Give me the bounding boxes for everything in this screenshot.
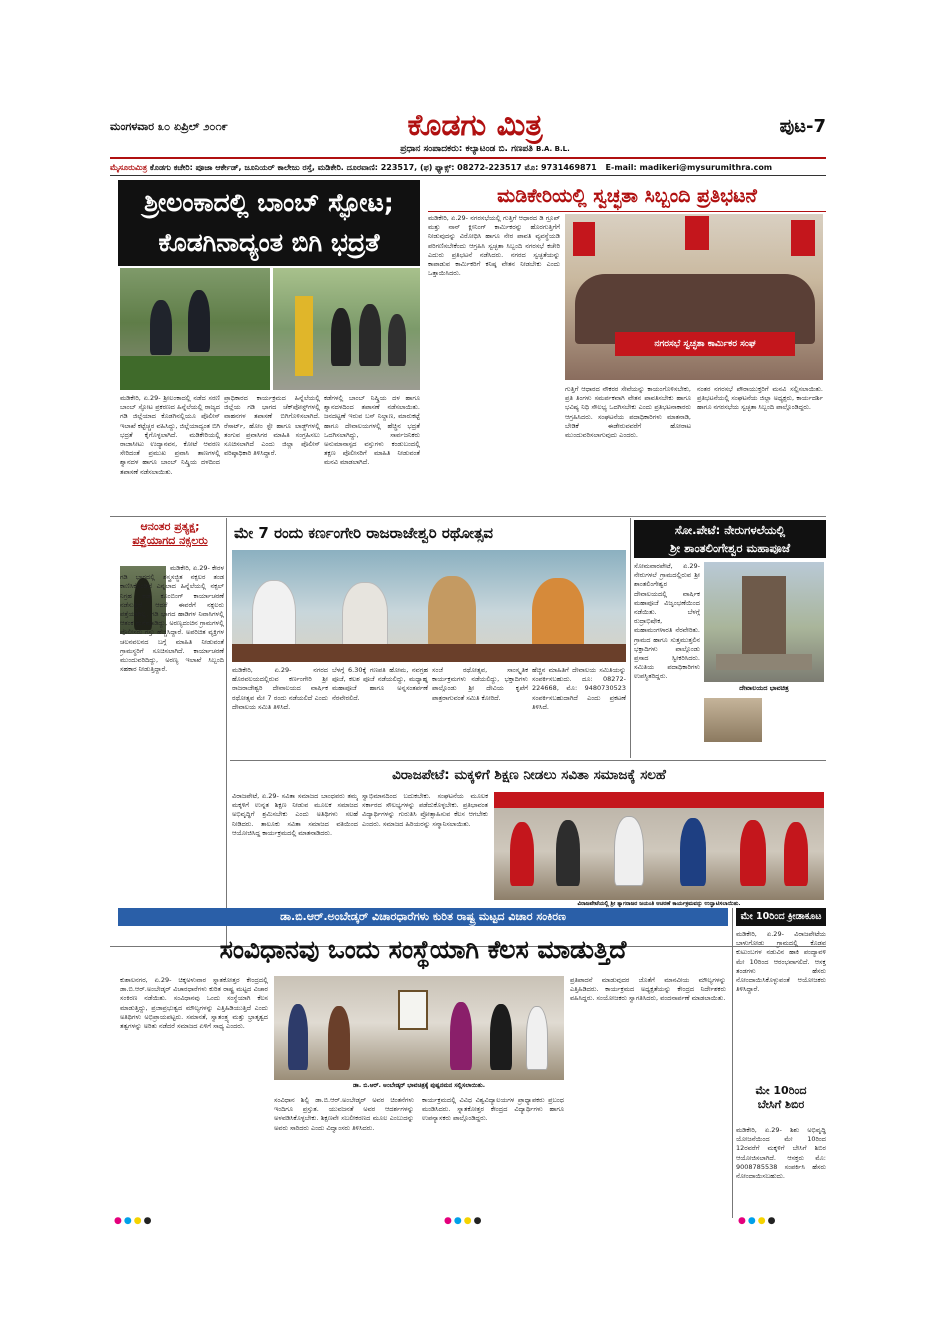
story2-col3: ನಂತರ ನಗರಸಭೆ ಪೌರಾಯುಕ್ತರಿಗೆ ಮನವಿ ಸಲ್ಲಿಸಲಾಯಿತು. ಪ್ರತಿಭಟನೆಯಲ್ಲಿ ಸಂಘಟನೆಯ ಜಿಲ್ಲಾ ಅಧ್ಯಕ್ಷರು, ಕಾರ್ಯದರ್ಶಿ ಹಾಗೂ ನಗರಸಭೆಯ ಸ್ವಚ್ಛತಾ ಸಿಬ್ಬಂದಿ ಪಾಲ್ಗೊಂಡಿದ್ದರು. (697, 385, 823, 412)
story5-headline-b: ಶ್ರೀ ಶಾಂತಲಿಂಗೇಶ್ವರ ಮಹಾಪೂಜೆ (669, 541, 791, 555)
story1-headline (118, 180, 420, 266)
story6-col1: ವಿರಾಜಪೇಟೆ, ಏ.29- ಸವಿತಾ ಸಮಾಜದ ಬಾಂಧವರು ತಮ್ಮ ಮಕ್ಕಳಿಗೆ ಉನ್ನತ ಶಿಕ್ಷಣ ನೀಡುವ ಮೂಲಕ ಸಮಾಜದ ಅಭಿವೃದ್ಧಿಗೆ ಶ್ರಮಿಸಬೇಕು ಎಂದು ಅತಿಥಿಗಳು ಸಲಹೆ ನೀಡಿದರು. ತಾಲೂಕು ಸವಿತಾ ಸಮಾಜದ ವತಿಯಿಂದ ಆಯೋಜಿಸಿದ್ದ ಕಾರ್ಯಕ್ರಮದಲ್ಲಿ ಮಾತನಾಡಿದರು. (232, 792, 358, 837)
guest (680, 818, 706, 886)
page-number: ಪುಟ-7 (779, 116, 826, 137)
attendee (288, 1004, 308, 1070)
editor-degree: B.A. B.L. (536, 145, 570, 153)
story4-col4-visible: ಹೆಚ್ಚಿನ ಮಾಹಿತಿಗೆ ದೇವಾಲಯ ಸಮಿತಿಯನ್ನು ಸಂಪರ್ಕಿಸಬಹುದು. ದೂ: 08272-224668, ಮೊ: 9480730523 ಸಂಪರ್ಕಿಸಬಹುದಾಗಿದೆ ಎಂದು ಪ್ರಕಟಣೆ ತಿಳಿಸಿದೆ. (532, 666, 626, 711)
section-rule (110, 516, 826, 517)
protest-flag (685, 216, 709, 250)
story3-headline-b: ಪತ್ತೆಯಾಗದ ನಕ್ಸಲರು (132, 534, 208, 547)
story7-col2: ಸಂವಿಧಾನ ಶಿಲ್ಪಿ ಡಾ.ಬಿ.ಆರ್.ಅಂಬೇಡ್ಕರ್ ಅವರ ಚಿಂತನೆಗಳು ಇಂದಿಗೂ ಪ್ರಸ್ತುತ. ಯುವಜನತೆ ಅವರ ಆದರ್ಶಗಳನ್ನು ಅಳವಡಿಸಿಕೊಳ್ಳಬೇಕು. ಶಿಕ್ಷಣವೇ ಸಬಲೀಕರಣದ ಮೂಲ ಎಂಬುದನ್ನು ಅವರು ಸಾರಿದರು ಎಂದು ವಿದ್ವಾಂಸರು ತಿಳಿಸಿದರು. (274, 1096, 414, 1132)
story4-photo (232, 550, 626, 662)
guest (784, 822, 808, 886)
story7-photo (274, 976, 564, 1080)
story8-body: ಮಡಿಕೇರಿ, ಏ.29- ವಿರಾಜಪೇಟೆಯ ಬಾಳುಗೋಡು ಗ್ರಾಮದಲ್ಲಿ ಕೊಡವ ಕುಟುಂಬಗಳ ನಡುವಿನ ಹಾಕಿ ಪಂದ್ಯಾವಳಿ ಮೇ 10ರಿಂದ ಆರಂಭವಾಗಲಿದೆ. ಆಸಕ್ತ ತಂಡಗಳು ಹೆಸರು ನೋಂದಾಯಿಸಿಕೊಳ್ಳುವಂತೆ ಆಯೋಜಕರು ತಿಳಿಸಿದ್ದಾರೆ. (736, 930, 826, 994)
dignitary (252, 580, 296, 650)
stage-canopy (494, 792, 824, 808)
publisher-name: ಮೈಸೂರುಮಿತ್ರ (110, 163, 148, 172)
story4-col3: ಸಂಜೆ ರಥೋತ್ಸವ, ಸಾಂಸ್ಕೃತಿಕ ಕಾರ್ಯಕ್ರಮಗಳು ನಡೆಯಲಿದ್ದು, ಭಕ್ತಾದಿಗಳು ಪಾಲ್ಗೊಂಡು ಶ್ರೀ ದೇವಿಯ ಕೃಪೆಗೆ ಪಾತ್ರರಾಗುವಂತೆ ಸಮಿತಿ ಕೋರಿದೆ. (432, 666, 528, 702)
story5-photo-small (704, 698, 762, 742)
guest (510, 822, 534, 886)
attendee (450, 1002, 472, 1070)
protest-banner-text: ನಗರಸಭೆ ಸ್ವಚ್ಛತಾ ಕಾರ್ಮಿಕರ ಸಂಘ (654, 339, 756, 349)
story8-headline: ಮೇ 10ರಿಂದ ಕ್ರೀಡಾಕೂಟ (736, 908, 826, 926)
photo-figure (188, 290, 210, 352)
photo-figure (331, 308, 351, 366)
story9-headline (736, 1084, 826, 1124)
story1-headline-line2: ಕೊಡಗಿನಾದ್ಯಂತ ಬಿಗಿ ಭದ್ರತೆ (158, 228, 380, 257)
registration-marks: ●●●● (738, 1216, 778, 1226)
story7-caption: ಡಾ. ಬಿ.ಆರ್. ಅಂಬೇಡ್ಕರ್ ಭಾವಚಿತ್ರಕ್ಕೆ ಪುಷ್ಪನಮನ ಸಲ್ಲಿಸಲಾಯಿತು. (352, 1082, 486, 1089)
story6-headline: ವಿರಾಜಪೇಟೆ: ಮಕ್ಕಳಿಗೆ ಶಿಕ್ಷಣ ನೀಡಲು ಸವಿತಾ ಸಮಾಜಕ್ಕೆ ಸಲಹೆ (232, 764, 826, 786)
temple-steps (716, 654, 812, 670)
office-address: ಕೊಡಗು ಕಚೇರಿ: ಪೂಜಾ ಆರ್ಕೇಡ್, ಜೂನಿಯರ್ ಕಾಲೇಜು ರಸ್ತೆ, ಮಡಿಕೇರಿ. ದೂರವಾಣಿ: 223517, (ಫ) ಫ್ಯಾಕ್ಸ್: 08272-223517 ಮೊ: 9731469871 (149, 163, 597, 172)
story4-headline: ಮೇ 7 ರಂದು ಕರ್ಣಂಗೇರಿ ರಾಜರಾಜೇಶ್ವರಿ ರಥೋತ್ಸವ (230, 520, 628, 546)
registration-marks: ●●●● (114, 1216, 154, 1226)
story4-col2: ಬೆಳಗ್ಗೆ 6.30ಕ್ಕೆ ಗಣಪತಿ ಹೋಮ, ನವಗ್ರಹ ಪೂಜೆ, ಕಲಶ ಪೂಜೆ ನಡೆಯಲಿದ್ದು, ಮಧ್ಯಾಹ್ನ ಮಹಾಪೂಜೆ ಹಾಗೂ ಅನ್ನಸಂತರ್ಪಣೆ ನೆರವೇರಲಿದೆ. (332, 666, 428, 702)
issue-date: ಮಂಗಳವಾರ ೩೦ ಏಪ್ರಿಲ್ ೨೦೧೯ (110, 120, 228, 133)
photo-figure (388, 314, 406, 366)
story2-col1: ಮಡಿಕೇರಿ, ಏ.29- ನಗರಸಭೆಯಲ್ಲಿ ಗುತ್ತಿಗೆ ಆಧಾರದ ಡಿ ಗ್ರೂಪ್ ಮತ್ತು ನಾನ್ ಕ್ಲೀನಿಂಗ್ ಕಾರ್ಮಿಕರನ್ನು ಹೊರಗುತ್ತಿಗೆಗೆ ನೀಡುವುದನ್ನು ವಿರೋಧಿಸಿ ಹಾಗೂ ನೇರ ಪಾವತಿ ವ್ಯವಸ್ಥೆಯಡಿ ಪರಿಗಣಿಸಬೇಕೆಂದು ಆಗ್ರಹಿಸಿ ಸ್ವಚ್ಛತಾ ಸಿಬ್ಬಂದಿ ನಗರಸಭೆ ಕಚೇರಿ ಎದುರು ಪ್ರತಿಭಟನೆ ನಡೆಸಿದರು. ನಗರದ ಸ್ವಚ್ಛತೆಯನ್ನು ಕಾಪಾಡುವ ಕಾರ್ಮಿಕರಿಗೆ ಕನಿಷ್ಠ ವೇತನ ನೀಡಬೇಕು ಎಂದು ಒತ್ತಾಯಿಸಿದರು. (428, 214, 560, 278)
registration-marks: ●●●● (444, 1216, 484, 1226)
story4-col1: ಮಡಿಕೇರಿ, ಏ.29- ನಗರದ ಹೊರವಲಯದಲ್ಲಿರುವ ಕರ್ಣಂಗೇರಿ ಶ್ರೀ ರಾಜರಾಜೇಶ್ವರಿ ದೇವಾಲಯದ ವಾರ್ಷಿಕ ರಥೋತ್ಸವ ಮೇ 7 ರಂದು ನಡೆಯಲಿದೆ ಎಂದು ದೇವಾಲಯ ಸಮಿತಿ ತಿಳಿಸಿದೆ. (232, 666, 328, 711)
editor-name: ಪ್ರಧಾನ ಸಂಪಾದಕರು: ಕಲ್ಯಾಟಂಡ ಬಿ. ಗಣಪತಿ (400, 144, 533, 154)
column-rule (630, 518, 631, 758)
story7-col3: ಕಾರ್ಯಕ್ರಮದಲ್ಲಿ ವಿವಿಧ ವಿಶ್ವವಿದ್ಯಾಲಯಗಳ ಪ್ರಾಧ್ಯಾಪಕರು ಪ್ರಬಂಧ ಮಂಡಿಸಿದರು. ಸ್ನಾತಕೋತ್ತರ ಕೇಂದ್ರದ ವಿದ್ಯಾರ್ಥಿಗಳು ಹಾಗೂ ಉಪನ್ಯಾಸಕರು ಪಾಲ್ಗೊಂಡಿದ್ದರು. (422, 1096, 564, 1123)
photo-figure (150, 300, 172, 355)
dignitary (342, 582, 388, 650)
column-rule (732, 908, 733, 1218)
attendee (526, 1006, 548, 1070)
story2-photo (565, 214, 823, 380)
story1-col3: ಕಡೆಗಳಲ್ಲಿ ಬಾಂಬ್ ನಿಷ್ಕ್ರಿಯ ದಳ ಹಾಗೂ ಶ್ವಾನದಳದಿಂದ ತಪಾಸಣೆ ನಡೆಸಲಾಯಿತು. ಜನದಟ್ಟಣೆ ಇರುವ ಬಸ್ ನಿಲ್ದಾಣ, ಮಾರುಕಟ್ಟೆ ಹಾಗೂ ದೇವಾಲಯಗಳಲ್ಲಿ ಹೆಚ್ಚಿನ ಭದ್ರತೆ ಒದಗಿಸಲಾಗಿದ್ದು, ಸಾರ್ವಜನಿಕರು ಅನುಮಾನಾಸ್ಪದ ವಸ್ತುಗಳು ಕಂಡುಬಂದಲ್ಲಿ ತಕ್ಷಣ ಪೊಲೀಸರಿಗೆ ಮಾಹಿತಿ ನೀಡುವಂತೆ ಮನವಿ ಮಾಡಲಾಗಿದೆ. (324, 394, 420, 467)
editor-line (355, 144, 615, 154)
protest-banner (615, 332, 795, 356)
story5-caption: ದೇವಾಲಯದ ಭಾವಚಿತ್ರ (739, 684, 789, 692)
story5-headline (634, 520, 826, 558)
guest (740, 820, 766, 886)
newspaper-page (110, 108, 826, 1230)
office-email: E-mail: madikeri@mysurumithra.com (605, 163, 773, 172)
photo-planters (120, 356, 270, 390)
dignitary (532, 578, 584, 650)
story9-headline-a: ಮೇ 10ರಿಂದ (755, 1084, 807, 1097)
story7-kicker: ಡಾ.ಬಿ.ಆರ್.ಅಂಬೇಡ್ಕರ್ ವಿಚಾರಧಾರೆಗಳು ಕುರಿತ ರಾಷ್ಟ್ರ ಮಟ್ಟದ ವಿಚಾರ ಸಂಕಿರಣ (118, 908, 728, 926)
address-strip (110, 160, 826, 176)
newspaper-title: ಕೊಡಗು ಮಿತ್ರ (407, 108, 543, 143)
story5-headline-a: ಸೋ.ಪೇಟೆ: ನೇರುಗಳಲೆಯಲ್ಲಿ (674, 523, 786, 537)
story1-headline-line1: ಶ್ರೀಲಂಕಾದಲ್ಲಿ ಬಾಂಬ್ ಸ್ಫೋಟ; (144, 188, 394, 217)
ambedkar-portrait (398, 990, 428, 1030)
story6-photo (494, 792, 824, 900)
story3-body: ಮಡಿಕೇರಿ, ಏ.29- ಕೇರಳ ಗಡಿ ಭಾಗದಲ್ಲಿ ಶಸ್ತ್ರಸಜ್ಜಿತ ನಕ್ಸಲರ ತಂಡ ಕಾಣಿಸಿಕೊಂಡಿದೆ ಎನ್ನಲಾದ ಹಿನ್ನೆಲೆಯಲ್ಲಿ ನಕ್ಸಲ್ ನಿಗ್ರಹ ಪಡೆ ಕೂಂಬಿಂಗ್ ಕಾರ್ಯಾಚರಣೆ ನಡೆಸುತ್ತಿದೆ. ಆದರೆ ಈವರೆಗೆ ನಕ್ಸಲರು ಪತ್ತೆಯಾಗಿಲ್ಲ. ಗಡಿ ಭಾಗದ ಹಾಡಿಗಳ ನಿವಾಸಿಗಳಲ್ಲಿ ಆತಂಕ ಮನೆಮಾಡಿದ್ದು, ಅರಣ್ಯದಂಚಿನ ಗ್ರಾಮಗಳಲ್ಲಿ ಪೊಲೀಸರು ಗಸ್ತು ಹೆಚ್ಚಿಸಿದ್ದಾರೆ. ಅಪರಿಚಿತ ವ್ಯಕ್ತಿಗಳ ಚಲನವಲನದ ಬಗ್ಗೆ ಮಾಹಿತಿ ನೀಡುವಂತೆ ಗ್ರಾಮಸ್ಥರಿಗೆ ಸೂಚಿಸಲಾಗಿದೆ. ಕಾರ್ಯಾಚರಣೆ ಮುಂದುವರಿದಿದ್ದು, ಅರಣ್ಯ ಇಲಾಖೆ ಸಿಬ್ಬಂದಿ ಸಹಕಾರ ನೀಡುತ್ತಿದ್ದಾರೆ. (120, 564, 224, 674)
photo-pillar (295, 296, 313, 376)
protest-flag (791, 220, 815, 256)
guest (556, 820, 580, 886)
masthead-rule (110, 157, 826, 159)
story5-body: ಸೋಮವಾರಪೇಟೆ, ಏ.29- ನೇರುಗಳಲೆ ಗ್ರಾಮದಲ್ಲಿರುವ ಶ್ರೀ ಶಾಂತಲಿಂಗೇಶ್ವರ ದೇವಾಲಯದಲ್ಲಿ ವಾರ್ಷಿಕ ಮಹಾಪೂಜೆ ವಿಜೃಂಭಣೆಯಿಂದ ನಡೆಯಿತು. ಬೆಳಗ್ಗೆ ರುದ್ರಾಭಿಷೇಕ, ಮಹಾಮಂಗಳಾರತಿ ನೆರವೇರಿತು. ಗ್ರಾಮದ ಹಾಗೂ ಸುತ್ತಮುತ್ತಲಿನ ಭಕ್ತಾದಿಗಳು ಪಾಲ್ಗೊಂಡು ಪ್ರಸಾದ ಸ್ವೀಕರಿಸಿದರು. ಸಮಿತಿಯ ಪದಾಧಿಕಾರಿಗಳು ಉಪಸ್ಥಿತರಿದ್ದರು. (634, 562, 700, 681)
story2-headline: ಮಡಿಕೇರಿಯಲ್ಲಿ ಸ್ವಚ್ಛತಾ ಸಿಬ್ಬಂದಿ ಪ್ರತಿಭಟನೆ (428, 182, 826, 212)
guest (614, 816, 644, 886)
temple-tower (742, 576, 786, 656)
protest-flag (573, 222, 595, 256)
column-rule (226, 518, 227, 946)
story6-col2: ಸ್ವಾಭಿಮಾನದಿಂದ ಬದುಕಬೇಕು. ಸಂಘಟನೆಯ ಮೂಲಕ ಸರ್ಕಾರದ ಸೌಲಭ್ಯಗಳನ್ನು ಪಡೆದುಕೊಳ್ಳಬೇಕು. ಪ್ರತಿಭಾವಂತ ವಿದ್ಯಾರ್ಥಿಗಳನ್ನು ಗುರುತಿಸಿ ಪ್ರೋತ್ಸಾಹಿಸುವ ಕೆಲಸ ಆಗಬೇಕು ಎಂದರು. ಸಮಾಜದ ಹಿರಿಯರನ್ನು ಸನ್ಮಾನಿಸಲಾಯಿತು. (362, 792, 488, 828)
story1-photo-left (120, 268, 270, 390)
dais-table (232, 644, 626, 662)
story1-photo-right (273, 268, 420, 390)
story7-headline: ಸಂವಿಧಾನವು ಒಂದು ಸಂಸ್ಥೆಯಾಗಿ ಕೆಲಸ ಮಾಡುತ್ತಿದೆ (219, 935, 627, 964)
attendee (328, 1006, 350, 1070)
story7-col1: ಕುಶಾಲನಗರ, ಏ.29- ಚಿಕ್ಕಅಳುವಾರ ಸ್ನಾತಕೋತ್ತರ ಕೇಂದ್ರದಲ್ಲಿ ಡಾ.ಬಿ.ಆರ್.ಅಂಬೇಡ್ಕರ್ ವಿಚಾರಧಾರೆಗಳು ಕುರಿತ ರಾಷ್ಟ್ರ ಮಟ್ಟದ ವಿಚಾರ ಸಂಕಿರಣ ನಡೆಯಿತು. ಸಂವಿಧಾನವು ಒಂದು ಸಂಸ್ಥೆಯಾಗಿ ಕೆಲಸ ಮಾಡುತ್ತಿದ್ದು, ಪ್ರಜಾಪ್ರಭುತ್ವದ ಮೌಲ್ಯಗಳನ್ನು ಎತ್ತಿಹಿಡಿಯುತ್ತಿದೆ ಎಂದು ಅತಿಥಿಗಳು ಅಭಿಪ್ರಾಯಪಟ್ಟರು. ಸಮಾನತೆ, ಸ್ವಾತಂತ್ರ್ಯ ಮತ್ತು ಭ್ರಾತೃತ್ವದ ತತ್ವಗಳನ್ನು ಅರಿತು ನಡೆದರೆ ಸಮಾಜದ ಏಳಿಗೆ ಸಾಧ್ಯ ಎಂದರು. (120, 976, 268, 1031)
photo-figure (359, 304, 381, 366)
story1-col2: ಪ್ರಾಧಿಕಾರದ ಕಾರ್ಯಕ್ರಮದ ಹಿನ್ನೆಲೆಯಲ್ಲಿ ಜಿಲ್ಲೆಯ ಗಡಿ ಭಾಗದ ಚೆಕ್‌ಪೋಸ್ಟ್‌ಗಳಲ್ಲಿ ವಾಹನಗಳ ತಪಾಸಣೆ ಬಿಗಿಗೊಳಿಸಲಾಗಿದೆ. ರೆಸಾರ್ಟ್, ಹೋಂ ಸ್ಟೇ ಹಾಗೂ ಲಾಡ್ಜ್‌ಗಳಲ್ಲಿ ತಂಗುವ ಪ್ರವಾಸಿಗರ ಮಾಹಿತಿ ಸಂಗ್ರಹಿಸಲು ಸೂಚಿಸಲಾಗಿದೆ ಎಂದು ಜಿಲ್ಲಾ ಪೊಲೀಸ್ ವರಿಷ್ಠಾಧಿಕಾರಿ ತಿಳಿಸಿದ್ದಾರೆ. (224, 394, 320, 458)
story5-photo (704, 562, 824, 682)
section-rule (230, 760, 826, 761)
attendee (490, 1004, 512, 1070)
story7-col4: ಪ್ರತಿಪಾದನೆ ಮಾಡುವುದರ ಜೊತೆಗೆ ಮಾನವೀಯ ಮೌಲ್ಯಗಳನ್ನು ಎತ್ತಿಹಿಡಿದರು. ಕಾರ್ಯಕ್ರಮದ ಅಧ್ಯಕ್ಷತೆಯನ್ನು ಕೇಂದ್ರದ ನಿರ್ದೇಶಕರು ವಹಿಸಿದ್ದರು. ಸಂಯೋಜಕರು ಸ್ವಾಗತಿಸಿದರು, ವಂದನಾರ್ಪಣೆ ಮಾಡಲಾಯಿತು. (570, 976, 726, 1003)
story9-headline-b: ಬೇಸಿಗೆ ಶಿಬಿರ (757, 1098, 805, 1111)
story9-body: ಮಡಿಕೇರಿ, ಏ.29- ಶಿಶು ಅಭಿವೃದ್ಧಿ ಯೋಜನೆಯಿಂದ ಮೇ 10ರಿಂದ 12ರವರೆಗೆ ಮಕ್ಕಳಿಗೆ ಬೇಸಿಗೆ ಶಿಬಿರ ಆಯೋಜಿಸಲಾಗಿದೆ. ಆಸಕ್ತರು ಮೊ: 9008785538 ಸಂಪರ್ಕಿಸಿ ಹೆಸರು ನೋಂದಾಯಿಸಬಹುದು. (736, 1126, 826, 1181)
story3-headline (118, 520, 222, 562)
story2-col2: ಗುತ್ತಿಗೆ ಆಧಾರದ ನೌಕರರ ಸೇವೆಯನ್ನು ಕಾಯಂಗೊಳಿಸಬೇಕು, ಪ್ರತಿ ತಿಂಗಳು ಸಮರ್ಪಕವಾಗಿ ವೇತನ ಪಾವತಿಸಬೇಕು ಹಾಗೂ ಭವಿಷ್ಯ ನಿಧಿ ಸೌಲಭ್ಯ ಒದಗಿಸಬೇಕು ಎಂದು ಪ್ರತಿಭಟನಾಕಾರರು ಆಗ್ರಹಿಸಿದರು. ಸಂಘಟನೆಯ ಪದಾಧಿಕಾರಿಗಳು ಮಾತನಾಡಿ, ಬೇಡಿಕೆ ಈಡೇರುವವರೆಗೆ ಹೋರಾಟ ಮುಂದುವರಿಸಲಾಗುವುದು ಎಂದರು. (565, 385, 691, 440)
story6-caption: ವಿರಾಜಪೇಟೆಯಲ್ಲಿ ಶ್ರೀ ತ್ಯಾಗರಾಜರ ಜಯಂತಿ ಆಚರಣೆ ಕಾರ್ಯಕ್ರಮವನ್ನು ಉದ್ಘಾಟಿಸಲಾಯಿತು. (577, 901, 741, 907)
story3-headline-a: ಆನಂತರ ಪ್ರತ್ಯಕ್ಷ; (140, 520, 200, 533)
dignitary (428, 576, 476, 650)
story1-col1: ಮಡಿಕೇರಿ, ಏ.29- ಶ್ರೀಲಂಕಾದಲ್ಲಿ ನಡೆದ ಸರಣಿ ಬಾಂಬ್ ಸ್ಫೋಟ ಪ್ರಕರಣದ ಹಿನ್ನೆಲೆಯಲ್ಲಿ ರಾಜ್ಯದ ಗಡಿ ಜಿಲ್ಲೆಯಾದ ಕೊಡಗಿನಲ್ಲಿಯೂ ಪೊಲೀಸ್ ಇಲಾಖೆ ಕಟ್ಟೆಚ್ಚರ ವಹಿಸಿದ್ದು, ಜಿಲ್ಲೆಯಾದ್ಯಂತ ಬಿಗಿ ಭದ್ರತೆ ಕೈಗೊಳ್ಳಲಾಗಿದೆ. ಮಡಿಕೇರಿಯಲ್ಲಿ ರಾಜಾಸೀಟು ಉದ್ಯಾನವನ, ಕೋಟೆ ಆವರಣ ಸೇರಿದಂತೆ ಪ್ರಮುಖ ಪ್ರವಾಸಿ ತಾಣಗಳಲ್ಲಿ ಶ್ವಾನದಳ ಹಾಗೂ ಬಾಂಬ್ ನಿಷ್ಕ್ರಿಯ ದಳದಿಂದ ತಪಾಸಣೆ ನಡೆಸಲಾಯಿತು. (120, 394, 220, 476)
